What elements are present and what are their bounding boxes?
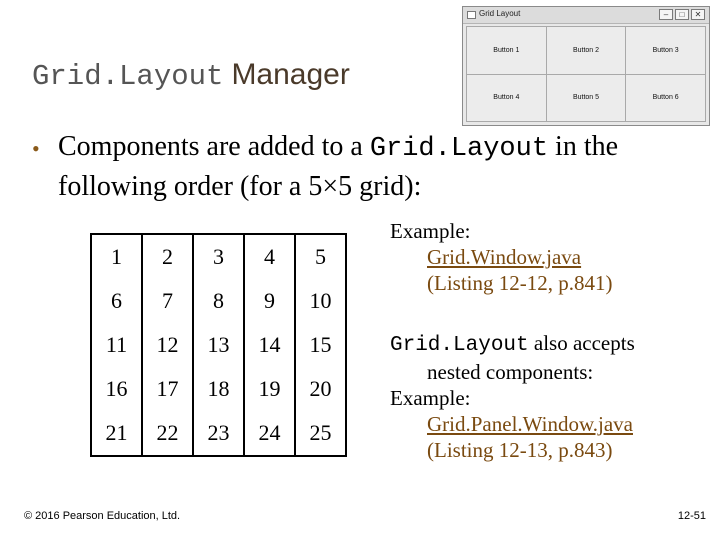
grid-cell: 13	[193, 323, 244, 367]
grid-cell: 7	[142, 279, 193, 323]
window-titlebar	[463, 7, 709, 24]
slide-title	[32, 56, 350, 96]
example-1-label: Example:	[390, 219, 471, 243]
grid-cell: 8	[193, 279, 244, 323]
grid-cell: 24	[244, 411, 295, 456]
table-row	[91, 367, 346, 411]
title-code: Grid.Layout	[32, 60, 224, 93]
window-controls	[659, 9, 705, 20]
table-row	[91, 411, 346, 456]
grid-cell: 3	[193, 234, 244, 279]
example-2-link[interactable]: Grid.Panel.Window.java	[427, 412, 633, 436]
grid-cell: 12	[142, 323, 193, 367]
example-1-link[interactable]: Grid.Window.java	[427, 245, 582, 269]
example-2-ref: (Listing 12-13, p.843)	[427, 438, 613, 462]
example-1	[390, 218, 612, 296]
button-6[interactable]: Button 6	[626, 75, 705, 122]
grid-cell: 16	[91, 367, 142, 411]
window-app-icon	[467, 11, 476, 19]
grid-cell: 20	[295, 367, 346, 411]
bullet-pre: Components are added to a	[58, 131, 370, 162]
grid-cell: 19	[244, 367, 295, 411]
table-row	[91, 279, 346, 323]
button-1[interactable]: Button 1	[467, 27, 546, 74]
bullet-code: Grid.Layout	[369, 134, 549, 164]
bullet-marker: •	[32, 136, 40, 161]
grid-cell: 2	[142, 234, 193, 279]
grid-cell: 9	[244, 279, 295, 323]
close-icon[interactable]: ✕	[691, 9, 705, 20]
example-2	[390, 330, 635, 463]
example-2-code: Grid.Layout	[390, 334, 529, 357]
grid-cell: 4	[244, 234, 295, 279]
example-1-ref: (Listing 12-12, p.841)	[427, 271, 613, 295]
grid-cell: 21	[91, 411, 142, 456]
bullet-post: in the following order (for a 5×5 grid):	[58, 131, 619, 202]
example-2-line2: nested components:	[427, 360, 594, 384]
grid-cell: 15	[295, 323, 346, 367]
minimize-icon[interactable]: –	[659, 9, 673, 20]
grid-order-table	[90, 233, 347, 457]
table-row	[91, 234, 346, 279]
grid-cell: 10	[295, 279, 346, 323]
example-2-label: Example:	[390, 386, 471, 410]
grid-cell: 18	[193, 367, 244, 411]
grid-cell: 1	[91, 234, 142, 279]
window-button-grid	[466, 26, 706, 122]
grid-cell: 25	[295, 411, 346, 456]
grid-cell: 14	[244, 323, 295, 367]
grid-cell: 23	[193, 411, 244, 456]
button-3[interactable]: Button 3	[626, 27, 705, 74]
grid-cell: 11	[91, 323, 142, 367]
page-number: 12-51	[677, 510, 706, 522]
example-2-text: also accepts	[528, 331, 635, 355]
bullet-text	[58, 128, 658, 206]
window-title: Grid Layout	[479, 9, 521, 18]
grid-window-screenshot	[462, 6, 710, 126]
grid-cell: 22	[142, 411, 193, 456]
button-5[interactable]: Button 5	[547, 75, 626, 122]
example-2-line1	[390, 330, 635, 359]
title-text: Manager	[231, 58, 350, 91]
grid-cell: 5	[295, 234, 346, 279]
grid-cell: 17	[142, 367, 193, 411]
maximize-icon[interactable]: □	[675, 9, 689, 20]
button-2[interactable]: Button 2	[547, 27, 626, 74]
button-4[interactable]: Button 4	[467, 75, 546, 122]
table-row	[91, 323, 346, 367]
grid-cell: 6	[91, 279, 142, 323]
copyright-footer: © 2016 Pearson Education, Ltd.	[24, 510, 181, 522]
